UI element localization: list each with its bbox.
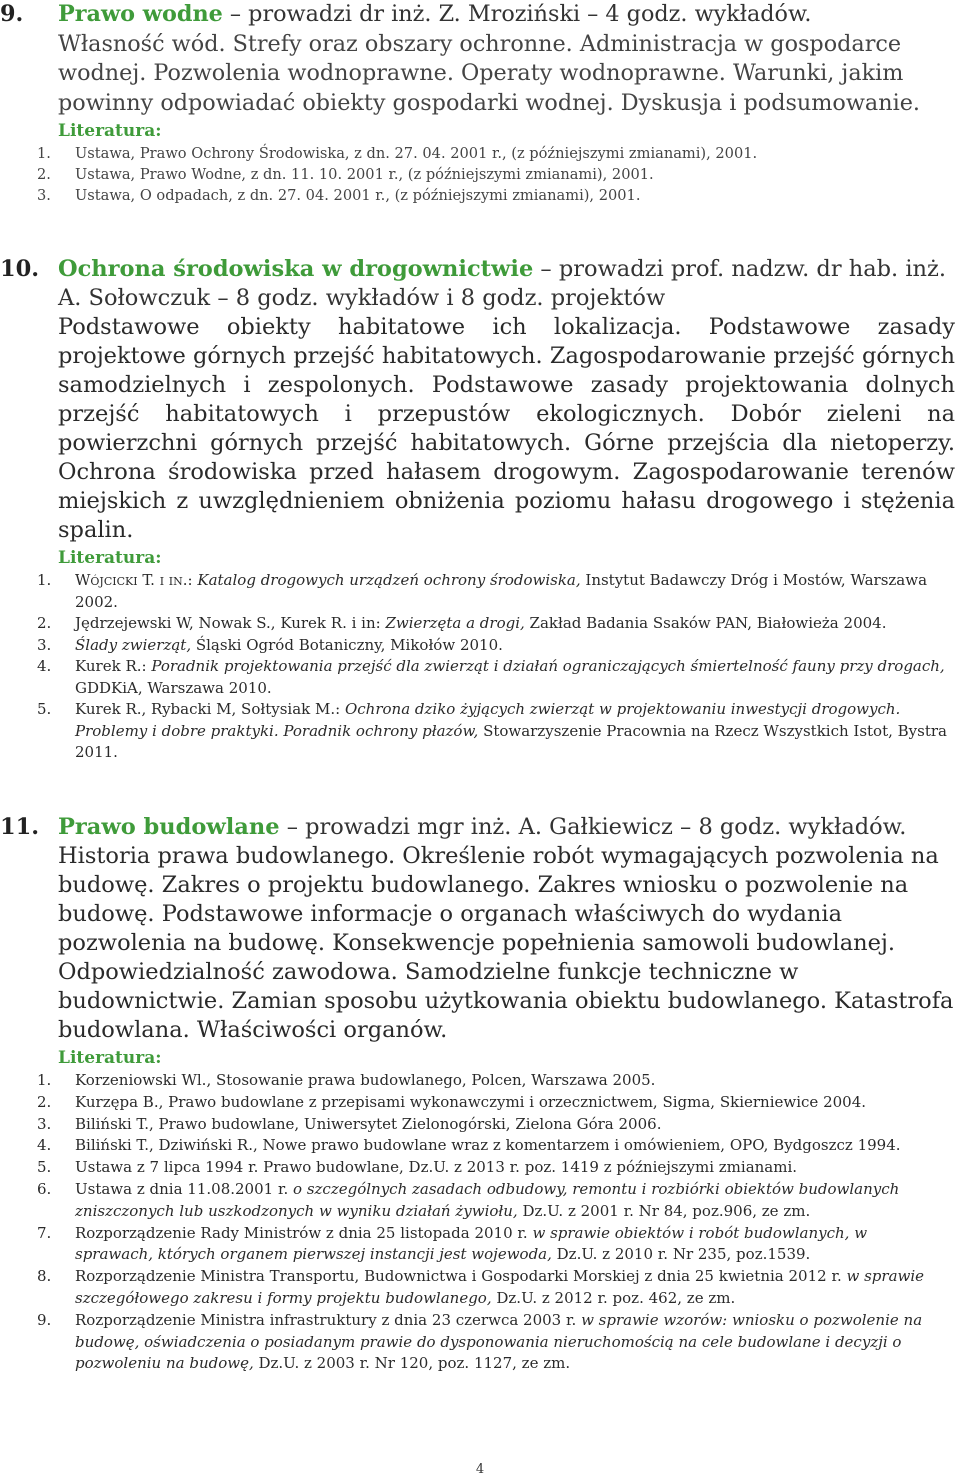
section-instructor: – prowadzi prof. nadzw. dr hab. inż. A. Sołowczuk – 8 godz. wykładów i 8 godz. projektów: [58, 256, 947, 311]
list-item: 9. Rozporządzenie Ministra infrastruktury z dnia 23 czerwca 2003 r. w sprawie wzorów: wniosku o pozwolenie na budowę, oświadczenia o posiadanym prawie do dysponowania nieruchomością na cele budowlane i decyzji o pozwoleniu na budowę, Dz.U. z 2003 r. Nr 120, poz. 1127, ze zm.: [37, 1310, 923, 1373]
list-item: 8. Rozporządzenie Ministra Transportu, Budownictwa i Gospodarki Morskiej z dnia 25 kwietnia 2012 r. w sprawie szczegółowego zakresu i formy projektu budowlanego, Dz.U. z 2012 r. poz. 462, ze zm.: [37, 1267, 925, 1307]
section-9: [0, 0, 960, 206]
list-item: 4. Kurek R.: Poradnik projektowania przejść dla zwierząt i działań ograniczających śmiertelność fauny przy drogach, GDDKiA, Warszawa 2010.: [37, 657, 945, 697]
section-10: [0, 255, 960, 764]
list-item: 5. Ustawa z 7 lipca 1994 r. Prawo budowlane, Dz.U. z 2013 r. poz. 1419 z późniejszymi zmianami.: [37, 1158, 798, 1177]
page-number: 4: [475, 1462, 485, 1477]
section-title: Ochrona środowiska w drogownictwie: [58, 256, 534, 282]
section-number: 9.: [0, 1, 24, 27]
list-item: 2. Jędrzejewski W, Nowak S., Kurek R. i in: Zwierzęta a drogi, Zakład Badania Ssaków PAN, Białowieża 2004.: [37, 614, 887, 632]
list-item: 1. Ustawa, Prawo Ochrony Środowiska, z dn. 27. 04. 2001 r., (z późniejszymi zmianami), 2001.: [37, 145, 758, 162]
section-heading: [0, 813, 960, 842]
list-item: 2. Ustawa, Prawo Wodne, z dn. 11. 10. 2001 r., (z późniejszymi zmianami), 2001.: [37, 166, 654, 183]
list-item: 2. Kurzępa B., Prawo budowlane z przepisami wykonawczymi i orzecznictwem, Sigma, Skierniewice 2004.: [37, 1092, 867, 1111]
reference-list: [0, 1070, 960, 1375]
list-item: 5. Kurek R., Rybacki M, Sołtysiak M.: Ochrona dziko żyjących zwierząt w projektowaniu inwestycji drogowych. Problemy i dobre praktyki. Poradnik ochrony płazów, Stowarzyszenie Pracownia na Rzecz Wszystkich Istot, Bystra 2011.: [37, 700, 947, 761]
literature-label: Literatura:: [58, 1048, 162, 1068]
literature-label: Literatura:: [58, 121, 162, 141]
list-item: 7. Rozporządzenie Rady Ministrów z dnia 25 listopada 2010 r. w sprawie obiektów i robót budowlanych, w sprawach, których organem pierwszej instancji jest wojewoda, Dz.U. z 2010 r. Nr 235, poz.1539.: [37, 1223, 868, 1264]
list-item: 1. Wójcicki T. i in.: Katalog drogowych urządzeń ochrony środowiska, Instytut Badawczy Dróg i Mostów, Warszawa 2002.: [37, 571, 928, 611]
section-heading: [0, 255, 960, 313]
list-item: 1. Korzeniowski Wl., Stosowanie prawa budowlanego, Polcen, Warszawa 2005.: [37, 1071, 656, 1089]
section-description: Podstawowe obiekty habitatowe ich lokalizacja. Podstawowe zasady projektowe górnych przejść habitatowych. Zagospodarowanie przejść górnych samodzielnych i zespolonych. Podstawowe zasady projektowania dolnych przejść habitatowych i przepustów ekologicznych. Dobór zieleni na powierzchni górnych przejść habitatowych. Górne przejścia dla nietoperzy. Ochrona środowiska przed hałasem drogowym. Zagospodarowanie terenów miejskich z uwzględnieniem obniżenia poziomu hałasu drogowego i stężenia spalin.: [58, 314, 955, 543]
list-item: 4. Biliński T., Dziwiński R., Nowe prawo budowlane wraz z komentarzem i omówieniem, OPO, Bydgoszcz 1994.: [37, 1136, 901, 1155]
section-11: [0, 813, 960, 1375]
section-heading: [0, 0, 960, 30]
literature-label: Literatura:: [58, 548, 162, 568]
list-item: 6. Ustawa z dnia 11.08.2001 r. o szczególnych zasadach odbudowy, remontu i rozbiórki obiektów budowlanych zniszczonych lub uszkodzonych w wyniku działań żywiołu, Dz.U. z 2001 r. Nr 84, poz.906, ze zm.: [37, 1179, 900, 1220]
section-description: Historia prawa budowlanego. Określenie robót wymagających pozwolenia na budowę. Zakres o projektu budowlanego. Zakres wniosku o pozwolenie na budowę. Podstawowe informacje o organach właściwych do wydania pozwolenia na budowę. Konsekwencje popełnienia samowoli budowlanej. Odpowiedzialność zawodowa. Samodzielne funkcje techniczne w budownictwie. Zamian sposobu użytkowania obiektu budowlanego. Katastrofa budowlana. Właściwości organów.: [58, 843, 954, 1043]
list-item: 3. Ślady zwierząt, Śląski Ogród Botaniczny, Mikołów 2010.: [37, 635, 503, 654]
section-title: Prawo wodne: [58, 1, 223, 27]
section-instructor: – prowadzi dr inż. Z. Mroziński – 4 godz. wykładów.: [222, 1, 812, 27]
section-title: Prawo budowlane: [58, 814, 280, 840]
section-instructor: – prowadzi mgr inż. A. Gałkiewicz – 8 godz. wykładów.: [279, 814, 907, 840]
list-item: 3. Ustawa, O odpadach, z dn. 27. 04. 2001 r., (z późniejszymi zmianami), 2001.: [37, 187, 641, 204]
list-item: 3. Biliński T., Prawo budowlane, Uniwersytet Zielonogórski, Zielona Góra 2006.: [37, 1114, 662, 1133]
reference-list: [0, 570, 960, 764]
section-description: Własność wód. Strefy oraz obszary ochronne. Administracja w gospodarce wodnej. Pozwolenia wodnoprawne. Operaty wodnoprawne. Warunki, jakim powinny odpowiadać obiekty gospodarki wodnej. Dyskusja i podsumowanie.: [58, 30, 920, 116]
section-number: 10.: [0, 256, 40, 282]
reference-list: [0, 143, 960, 206]
section-number: 11.: [0, 814, 40, 840]
